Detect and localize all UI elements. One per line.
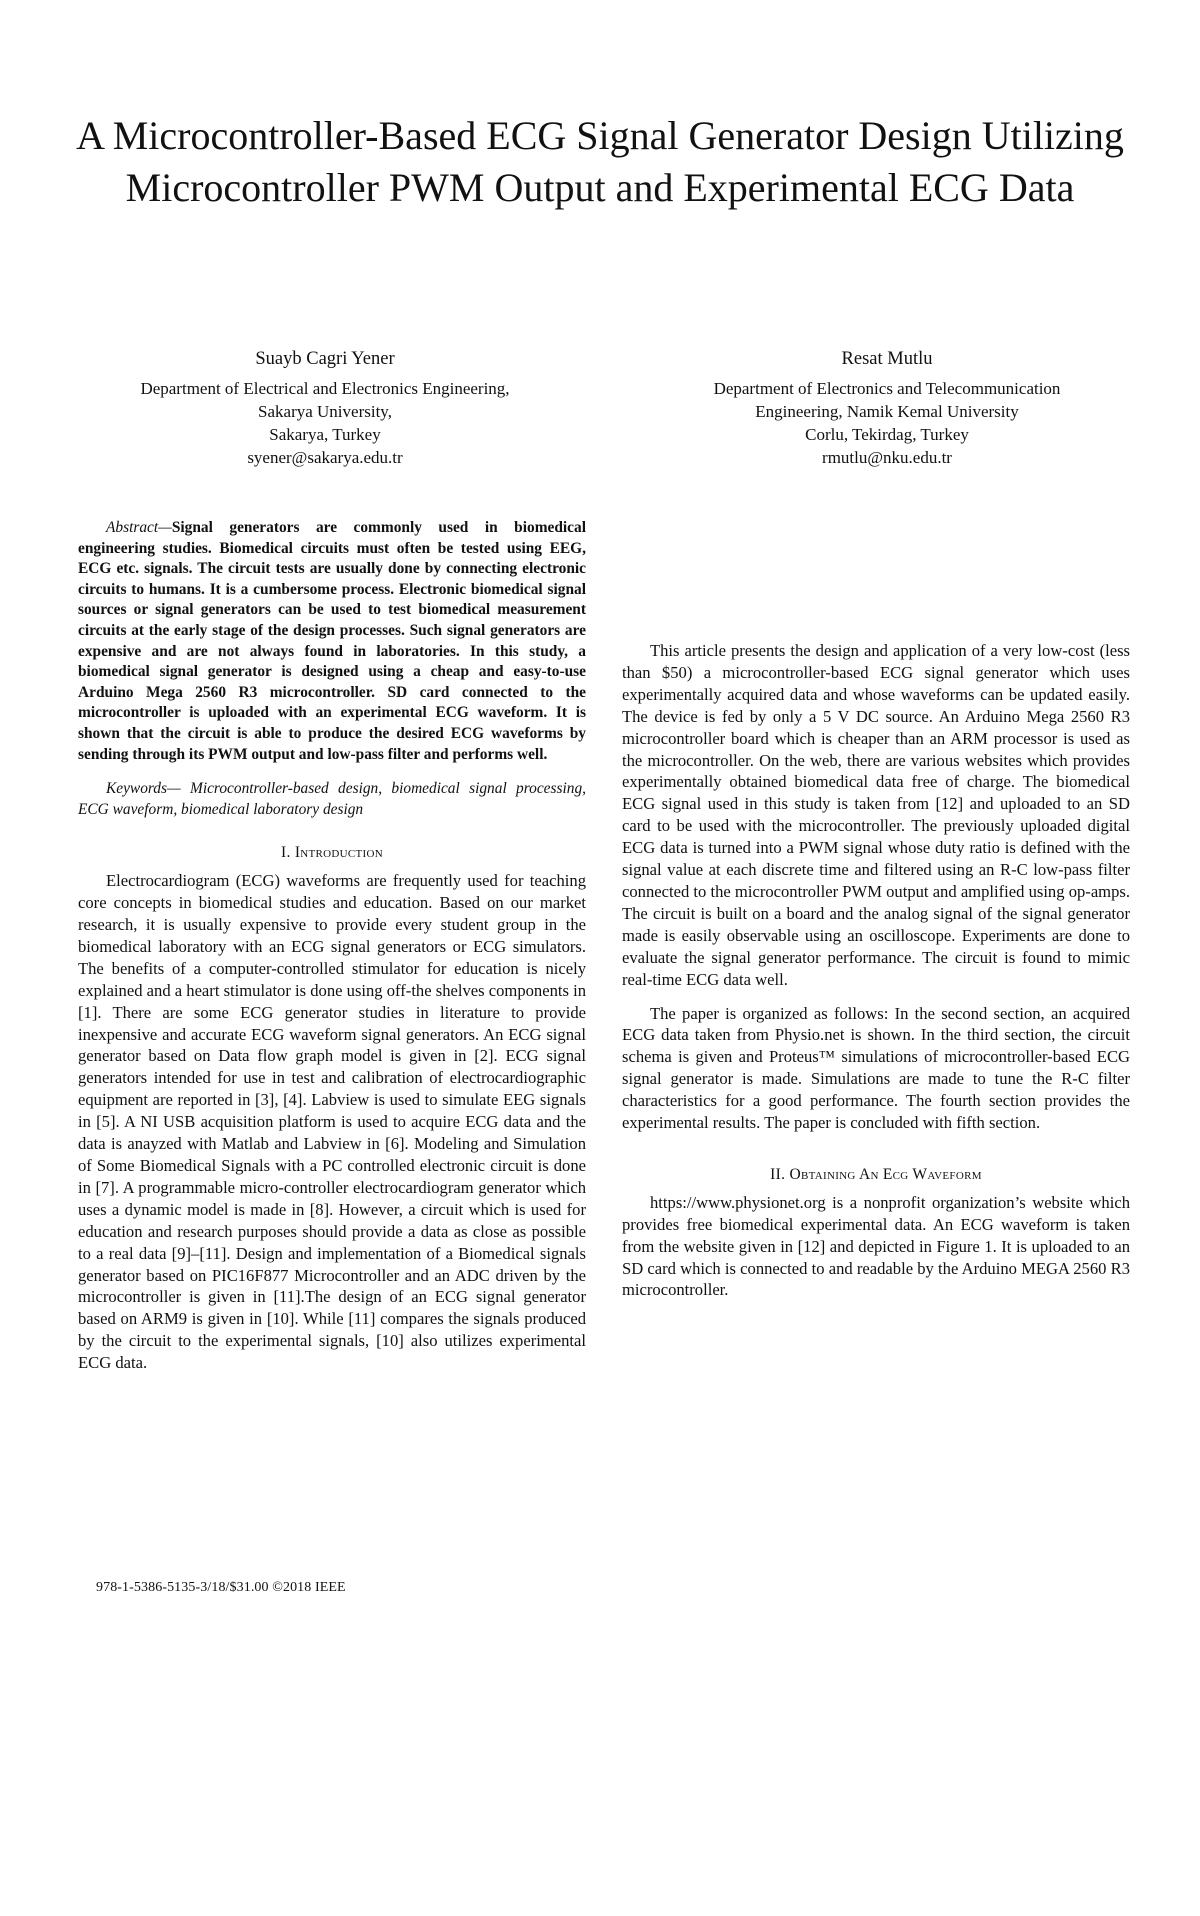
author-name: Suayb Cagri Yener — [255, 349, 395, 369]
copyright-footer: 978-1-5386-5135-3/18/$31.00 ©2018 IEEE — [96, 1580, 346, 1595]
keywords-label: Keywords— — [106, 780, 181, 798]
author-location: Sakarya, Turkey — [269, 425, 381, 444]
author-affiliation: Department of Electrical and Electronics Engineering, — [140, 379, 510, 398]
author-email: syener@sakarya.edu.tr — [247, 448, 403, 467]
intro-paragraph-1: Electrocardiogram (ECG) waveforms are frequently used for teaching core concepts in biomedical studies and education. Based on our market research, it is usually expensive to provide every student group in the biomedical laboratory with an ECG signal generators or ECG simulators. The benefits of a computer-controlled stimulator for education is nicely explained and a heart stimulator is done using off-the shelves components in [1]. There are some ECG generator studies in literature to provide inexpensive and accurate ECG waveform signal generators. An ECG signal generator based on Data flow graph model is given in [2]. ECG signal generators intended for use in test and calibration of electrocardiographic equipment are reported in [3], [4]. Labview is used to simulate EEG signals in [5]. A NI USB acquisition platform is used to acquire ECG data and the data is anayzed with Matlab and Labview in [6]. Modeling and Simulation of Some Biomedical Signals with a PC controlled electronic circuit is done in [7]. A programmable micro-controller electrocardiogram generator which uses a dynamic model is made in [8]. However, a circuit which is used for education and research purposes should provide a data as close as possible to a real data [9]–[11]. Design and implementation of a Biomedical signals generator based on PIC16F877 Microcontroller and an ADC driven by the microcontroller is given in [11].The design of an ECG signal generator based on ARM9 is given in [10]. While [11] compares the signals produced by the circuit to the experimental signals, [10] also utilizes experimental ECG data. — [78, 871, 586, 1373]
section-number: II. — [770, 1165, 786, 1183]
author-affiliation: Department of Electronics and Telecommunication — [713, 379, 1061, 398]
paper-title: A Microcontroller-Based ECG Signal Generator Design Utilizing Microcontroller PWM Output and Experimental ECG Data — [76, 113, 1124, 210]
abstract-label: Abstract— — [106, 519, 172, 536]
author-block-1 — [90, 348, 560, 469]
author-affiliation: Engineering, Namik Kemal University — [755, 402, 1019, 421]
section-number: I. — [280, 844, 291, 862]
right-column — [622, 518, 1130, 1301]
abstract-text: Signal generators are commonly used in biomedical engineering studies. Biomedical circuits must often be tested using EEG, ECG etc. signals. The circuit tests are usually done by connecting electronic circuits to humans. It is a cumbersome process. Electronic biomedical signal sources or signal generators can be used to test biomedical measurement circuits at the early stage of the design processes. Such signal generators are expensive and are not always found in laboratories. In this study, a biomedical signal generator is designed using a cheap and easy-to-use Arduino Mega 2560 R3 microcontroller. SD card connected to the microcontroller is uploaded with an experimental ECG waveform. It is shown that the circuit is able to produce the desired ECG waveforms by sending through its PWM output and low-pass filter and performs well. — [78, 519, 586, 763]
intro-paragraph-2: This article presents the design and application of a very low-cost (less than $50) a microcontroller-based ECG signal generator which uses experimentally acquired data and whose waveforms can be updated easily. The device is fed by only a 5 V DC source. An Arduino Mega 2560 R3 microcontroller board which is cheaper than an ARM processor is used as the microcontroller. On the web, there are various websites which provides experimentally obtained biomedical data free of charge. The biomedical ECG signal used in this study is taken from [12] and uploaded to an SD card to be used with the microcontroller. The previously uploaded digital ECG data is turned into a PWM signal whose duty ratio is defined with the signal value at each discrete time and filtered using an R-C low-pass filter connected to the microcontroller PWM output and amplified using op-amps. The circuit is built on a board and the analog signal of the signal generator made is easily observable using an oscilloscope. Experiments are done to evaluate the signal generator performance. The circuit is found to mimic real-time ECG data well. — [622, 641, 1130, 989]
section-heading-ecg-waveform — [622, 1164, 1130, 1186]
left-column — [78, 518, 586, 1916]
author-location: Corlu, Tekirdag, Turkey — [805, 425, 969, 444]
section-title: Introduction — [294, 844, 384, 862]
author-block-2 — [652, 348, 1122, 469]
keywords-text: Microcontroller-based design, biomedical signal processing, ECG waveform, biomedical laboratory design — [78, 780, 586, 818]
author-email: rmutlu@nku.edu.tr — [822, 448, 952, 467]
section-heading-introduction — [78, 842, 586, 864]
intro-paragraph-3: The paper is organized as follows: In the second section, an acquired ECG data taken from Physio.net is shown. In the third section, the circuit schema is given and Proteus™ simulations of microcontroller-based ECG signal generator is made. Simulations are made to tune the R-C filter characteristics for a good performance. The fourth section provides the experimental results. The paper is concluded with fifth section. — [622, 1003, 1130, 1133]
author-affiliation: Sakarya University, — [258, 402, 392, 421]
intro-paragraph-continued — [622, 518, 1130, 628]
author-name: Resat Mutlu — [841, 349, 933, 369]
keywords — [78, 779, 586, 820]
abstract — [78, 518, 586, 765]
section-title: Obtaining An Ecg Waveform — [789, 1165, 982, 1183]
section2-paragraph-1: https://www.physionet.org is a nonprofit organization’s website which provides free biomedical experimental data. An ECG waveform is taken from the website given in [12] and depicted in Figure 1. It is uploaded to an SD card which is connected to and readable by the Arduino MEGA 2560 R3 microcontroller. — [622, 1192, 1130, 1300]
